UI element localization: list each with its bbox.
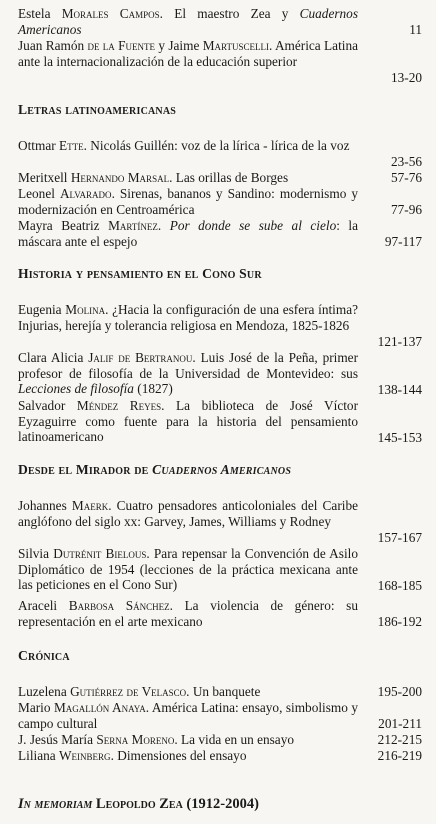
author-first-name: Liliana	[18, 748, 56, 763]
entry-title-italic: Cuadernos Americanos	[18, 6, 359, 37]
author-first-name: Mario	[18, 700, 51, 715]
entry-title: ¿Hacia la configuración de una esfera íntima? Injurias, herejía y tolerancia religiosa en Mendoza, 1825-1826	[18, 302, 359, 333]
page-range: 186-192	[377, 614, 422, 629]
entry-title: Cuatro pensadores anticoloniales del Caribe anglófono del siglo xx: Garvey, James, Williams y Rodney	[18, 498, 358, 529]
author-surname: Maerk	[71, 498, 109, 513]
section-heading-italic: Cuadernos Americanos	[152, 462, 292, 477]
entry-title-italic: Lecciones de filosofía	[18, 381, 134, 397]
author-surname: Ette	[59, 138, 84, 153]
toc-entry: Estela Morales Campos. El maestro Zea y Cuadernos Americanos	[18, 6, 359, 37]
author-first-name: Leonel	[18, 186, 55, 201]
entry-title: La violencia de género: su representación en el arte mexicano	[18, 598, 358, 629]
toc-entry: Eugenia Molina. ¿Hacia la configuración de una esfera íntima? Injurias, herejía y tolerancia religiosa en Mendoza, 1825-1826	[18, 302, 359, 333]
toc-entry: Johannes Maerk. Cuatro pensadores anticoloniales del Caribe anglófono del siglo xx: Garvey, James, Williams y Rodney	[18, 498, 358, 529]
toc-entry: Leonel Alvarado. Sirenas, bananos y Sandino: modernismo y modernización en Centroamérica	[18, 186, 358, 217]
toc-entry: Mayra Beatriz Martínez. Por donde se sube al cielo: la máscara ante el espejo	[18, 218, 359, 249]
author-surname: Méndez Reyes	[76, 398, 162, 413]
toc-entry: Araceli Barbosa Sánchez. La violencia de género: su representación en el arte mexicano	[18, 598, 358, 629]
author-surname: Barbosa Sánchez	[68, 598, 170, 613]
entry-title: : la máscara ante el espejo	[18, 218, 359, 249]
page-range: 13-20	[390, 70, 422, 85]
entry-title: Las orillas de Borges	[175, 170, 289, 185]
entry-title: Para repensar la Convención de Asilo Diplomático de 1954 (lecciones de la práctica mexicana ante las peticiones en el Cono Sur)	[18, 546, 358, 593]
toc-entry: Clara Alicia Jalif de Bertranou. Luis José de la Peña, primer profesor de filosofía de la Universidad de Montevideo: sus Lecciones de filosofía (1827)	[18, 350, 359, 397]
author-surname: Molina	[65, 302, 106, 317]
page-range: 121-137	[377, 334, 422, 349]
section-heading	[18, 462, 428, 478]
page-range: 138-144	[377, 382, 422, 397]
entry-title: La vida en un ensayo	[181, 732, 295, 747]
memoriam-years: (1912-2004)	[182, 796, 259, 812]
entry-title: América Latina ante la internacionalización de la educación superior	[18, 38, 359, 69]
author-first-name: Johannes	[18, 498, 67, 513]
section-heading: Crónica	[18, 648, 70, 663]
page-range: 195-200	[377, 684, 422, 699]
page-range: 157-167	[377, 530, 422, 545]
author-surname: Morales Campos	[61, 6, 160, 21]
toc-entry: Mario Magallón Anaya. América Latina: ensayo, simbolismo y campo cultural	[18, 700, 358, 731]
author-surname: Dutrénit Bielous	[53, 546, 147, 561]
page-range: 23-56	[390, 154, 422, 169]
entry-title: Un banquete	[192, 684, 261, 699]
author-first-name: Ottmar	[18, 138, 56, 153]
author-surname: de la Fuente	[87, 38, 156, 53]
section-heading: Historia y pensamiento en el Cono Sur	[18, 266, 262, 281]
author-first-name: Clara Alicia	[18, 350, 84, 365]
author-surname: Serna Moreno	[96, 732, 175, 747]
entry-title: Luis José de la Peña, primer profesor de filosofía de la Universidad de Montevideo: sus	[18, 350, 359, 381]
toc-entry: Ottmar Ette. Nicolás Guillén: voz de la lírica - lírica de la voz	[18, 138, 350, 153]
page-range: 145-153	[377, 430, 422, 445]
author-surname: Magallón Anaya	[53, 700, 146, 715]
page-range: 201-211	[378, 716, 422, 731]
entry-title: La biblioteca de José Víctor Eyzaguirre como fuente para la historia del pensamiento latinoamericano	[18, 398, 358, 445]
toc-entry: Silvia Dutrénit Bielous. Para repensar la Convención de Asilo Diplomático de 1954 (lecciones de la práctica mexicana ante las peticiones en el Cono Sur)	[18, 546, 358, 593]
toc-entry: Salvador Méndez Reyes. La biblioteca de José Víctor Eyzaguirre como fuente para la historia del pensamiento latinoamericano	[18, 398, 358, 445]
entry-title-tail: (1827)	[133, 381, 173, 397]
page-range: 57-76	[390, 170, 422, 185]
author-first-name: J. Jesús María	[18, 732, 93, 747]
entry-title: América Latina: ensayo, simbolismo y campo cultural	[18, 700, 358, 731]
author-surname: Gutiérrez de Velasco	[70, 684, 187, 699]
toc-entry: Juan Ramón de la Fuente y Jaime Martuscelli. América Latina ante la internacionalización de la educación superior	[18, 38, 359, 69]
toc-entry: J. Jesús María Serna Moreno. La vida en un ensayo	[18, 732, 295, 747]
memoriam-name: Leopoldo Zea	[92, 796, 183, 812]
page-range: 77-96	[390, 202, 422, 217]
memoriam-heading	[18, 796, 428, 813]
toc-entry: Luzelena Gutiérrez de Velasco. Un banquete	[18, 684, 261, 699]
author-first-name: Luzelena	[18, 684, 67, 699]
author-first-name: Silvia	[18, 546, 50, 561]
author-first-name: Araceli	[18, 598, 58, 613]
author-surname-2: Martuscelli	[202, 38, 269, 53]
author-connector: y Jaime	[155, 38, 203, 53]
author-surname: Martínez	[108, 218, 158, 233]
page-range: 97-117	[384, 234, 422, 249]
author-first-name: Juan Ramón	[18, 38, 85, 53]
author-first-name: Eugenia	[18, 302, 62, 317]
entry-title: Sirenas, bananos y Sandino: modernismo y modernización en Centroamérica	[18, 186, 358, 217]
author-first-name: Mayra Beatriz	[18, 218, 100, 233]
section-heading-text: Desde el Mirador de	[18, 462, 153, 477]
author-surname: Hernando Marsal	[70, 170, 170, 185]
page-range: 168-185	[377, 578, 422, 593]
author-surname: Alvarado	[59, 186, 112, 201]
author-surname: Jalif de Bertranou	[88, 350, 193, 365]
entry-title: Dimensiones del ensayo	[117, 748, 247, 763]
page-range: 216-219	[377, 748, 422, 763]
toc-entry: Meritxell Hernando Marsal. Las orillas de Borges	[18, 170, 289, 185]
toc-entry: Liliana Weinberg. Dimensiones del ensayo	[18, 748, 247, 763]
author-surname: Weinberg	[59, 748, 111, 763]
memoriam-label: In memoriam	[18, 796, 93, 812]
entry-title-italic: Por donde se sube al cielo	[169, 218, 337, 233]
entry-title: El maestro Zea y	[174, 6, 300, 21]
page-range: 11	[409, 22, 422, 37]
author-first-name: Meritxell	[18, 170, 68, 185]
page-range: 212-215	[377, 732, 422, 747]
entry-title: Nicolás Guillén: voz de la lírica - lírica de la voz	[90, 138, 350, 153]
author-first-name: Estela	[18, 6, 51, 21]
section-heading: Letras latinoamericanas	[18, 102, 177, 117]
author-first-name: Salvador	[18, 398, 66, 413]
